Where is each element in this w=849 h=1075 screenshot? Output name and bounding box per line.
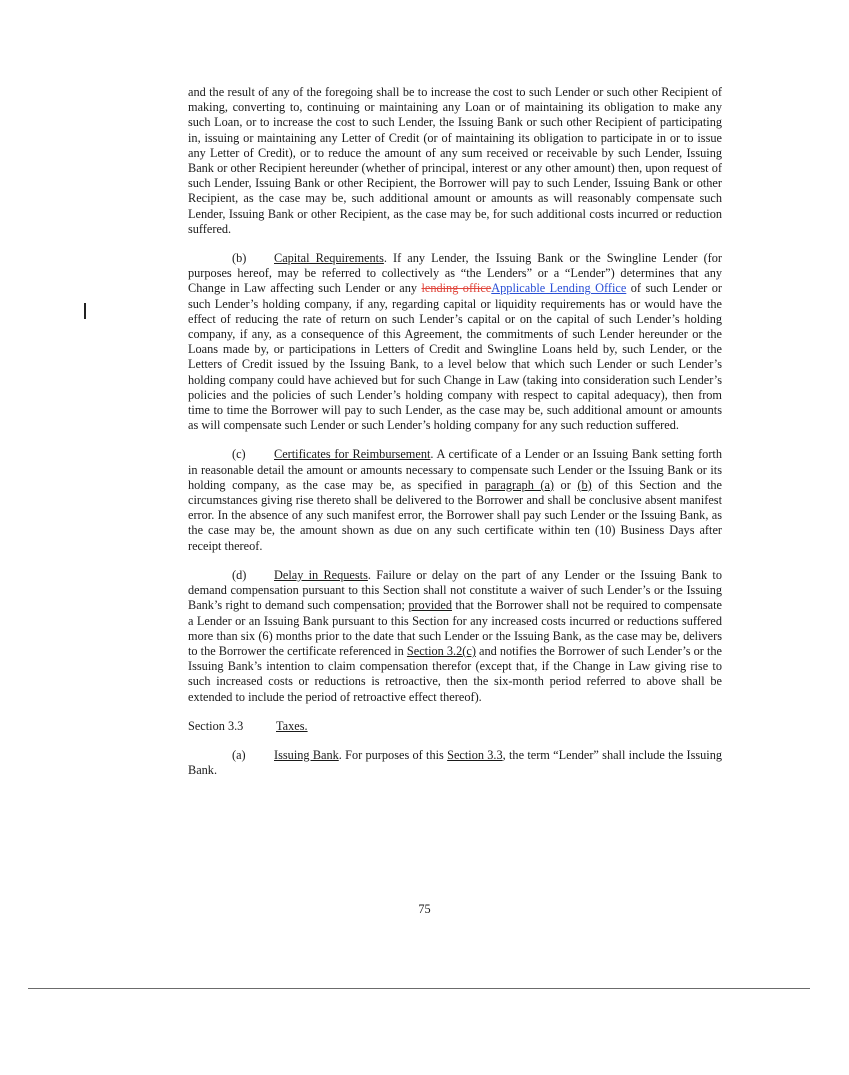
paragraph-a-issuing-bank xyxy=(188,748,722,778)
paragraph-d-text-2: that the Borrower shall not be required to compensate a Lender or an Issuing Bank pursuant to this Section for any increased costs incurred or reductions suffered more than six (6) months prior to the date that such Lender or the Issuing Bank, as the case may be, delivers to the Borrower the certificate referenced in xyxy=(188,598,723,658)
provided-term: provided xyxy=(408,598,453,613)
paragraph-a-text-1: . For purposes of this xyxy=(338,747,448,762)
paragraph-d-text-1: . Failure or delay on the part of any Lender or the Issuing Bank to demand compensation pursuant to this Section shall not constitute a waiver of such Lender’s or the Issuing Bank’s right to demand such compensation; xyxy=(188,567,722,613)
paragraph-b-reference: (b) xyxy=(577,477,592,492)
page-divider xyxy=(28,988,810,989)
paragraph-b-capital-requirements xyxy=(188,251,722,433)
paragraph-d-heading: Delay in Requests xyxy=(274,567,368,582)
paragraph-c-text-2: of this Section and the circumstances giving rise thereto shall be delivered to the Borrower and shall be conclusive absent manifest error. In the absence of any such manifest error, the Borrower shall pay such Lender or the Issuing Bank, as the case may be, the amount shown as due on any such certificate within ten (10) Business Days after receipt thereof. xyxy=(188,477,723,553)
paragraph-a-marker: (a) xyxy=(232,747,246,762)
section-title: Taxes. xyxy=(276,718,308,733)
paragraph-a-heading: Issuing Bank xyxy=(274,747,339,762)
paragraph-c-or: or xyxy=(554,477,578,492)
paragraph-d-marker: (d) xyxy=(232,567,247,582)
paragraph-d-delay xyxy=(188,568,722,705)
paragraph-d-text-3: and notifies the Borrower of such Lender’s or the Issuing Bank’s intention to claim compensation therefor (except that, if the Change in Law giving rise to such increased costs or reductions is retroactive, then the six-month period referred to above shall be extended to include the period of retroactive effect thereof). xyxy=(188,643,723,704)
document-body xyxy=(188,85,722,792)
paragraph-b-heading: Capital Requirements xyxy=(274,251,384,266)
section-number: Section 3.3 xyxy=(188,718,244,733)
deleted-text: lending office xyxy=(421,281,492,296)
paragraph-b-text-1: . If any Lender, the Issuing Bank or the Swingline Lender (for purposes hereof, may be referred to collectively as “the Lenders” or a “Lender”) determines that any Change in Law affecting such Lender or any xyxy=(188,251,722,296)
section-3-3-reference: Section 3.3 xyxy=(447,747,503,762)
paragraph-b-text-2: of such Lender or such Lender’s holding company, if any, regarding capital or liquidity requirements has or would have the effect of reducing the rate of return on such Lender’s capital or on the capital of such Lender’s holding company, if any, as a consequence of this Agreement, the commitments of such Lender hereunder or the Loans made by, or participations in Letters of Credit and Swingline Loans held by, such Lender, or the Letters of Credit issued by the Issuing Bank, to a level below that which such Lender or such Lender’s holding company could have achieved but for such Change in Law (taking into consideration such Lender’s policies and the policies of such Lender’s holding company with respect to capital adequacy), then from time to time the Borrower will pay to such Lender, as the case may be, such additional amount or amounts as will compensate such Lender or such Lender’s holding company for any such reduction suffered. xyxy=(188,281,722,433)
paragraph-a-text-2: , the term “Lender” shall include the Issuing Bank. xyxy=(188,747,722,778)
section-3-2c-reference: Section 3.2(c) xyxy=(406,643,476,658)
paragraph-b-marker: (b) xyxy=(232,251,247,266)
paragraph-c-marker: (c) xyxy=(232,447,246,462)
paragraph-c-certificates xyxy=(188,447,722,553)
paragraph-intro: and the result of any of the foregoing shall be to increase the cost to such Lender or such other Recipient of making, converting to, continuing or maintaining any Loan or of maintaining its obligation to make any such Loan, or to increase the cost to such Lender, the Issuing Bank or such other Recipient of participating in, issuing or maintaining any Letter of Credit (or of maintaining its obligation to participate in or to issue any Letter of Credit), or to reduce the amount of any sum received or receivable by such Lender, Issuing Bank or other Recipient hereunder (whether of principal, interest or any other amount) then, upon request of such Lender, Issuing Bank or other Recipient, the Borrower will pay to such Lender, Issuing Bank or other Recipient, as the case may be, such additional amount or amounts as will reasonably compensate such Lender, Issuing Bank or other Recipient, as the case may be, for such additional costs incurred or reduction suffered. xyxy=(188,85,722,236)
paragraph-c-text-1: . A certificate of a Lender or an Issuing Bank setting forth in reasonable detail the amount or amounts necessary to compensate such Lender or the Issuing Bank or its holding company, as the case may be, as specified in xyxy=(188,447,722,492)
page-number: 75 xyxy=(418,902,431,916)
section-heading xyxy=(188,719,722,734)
revision-change-bar xyxy=(84,303,86,319)
inserted-text: Applicable Lending Office xyxy=(491,281,627,296)
paragraph-c-heading: Certificates for Reimbursement xyxy=(274,447,431,462)
paragraph-a-reference: paragraph (a) xyxy=(484,477,555,492)
